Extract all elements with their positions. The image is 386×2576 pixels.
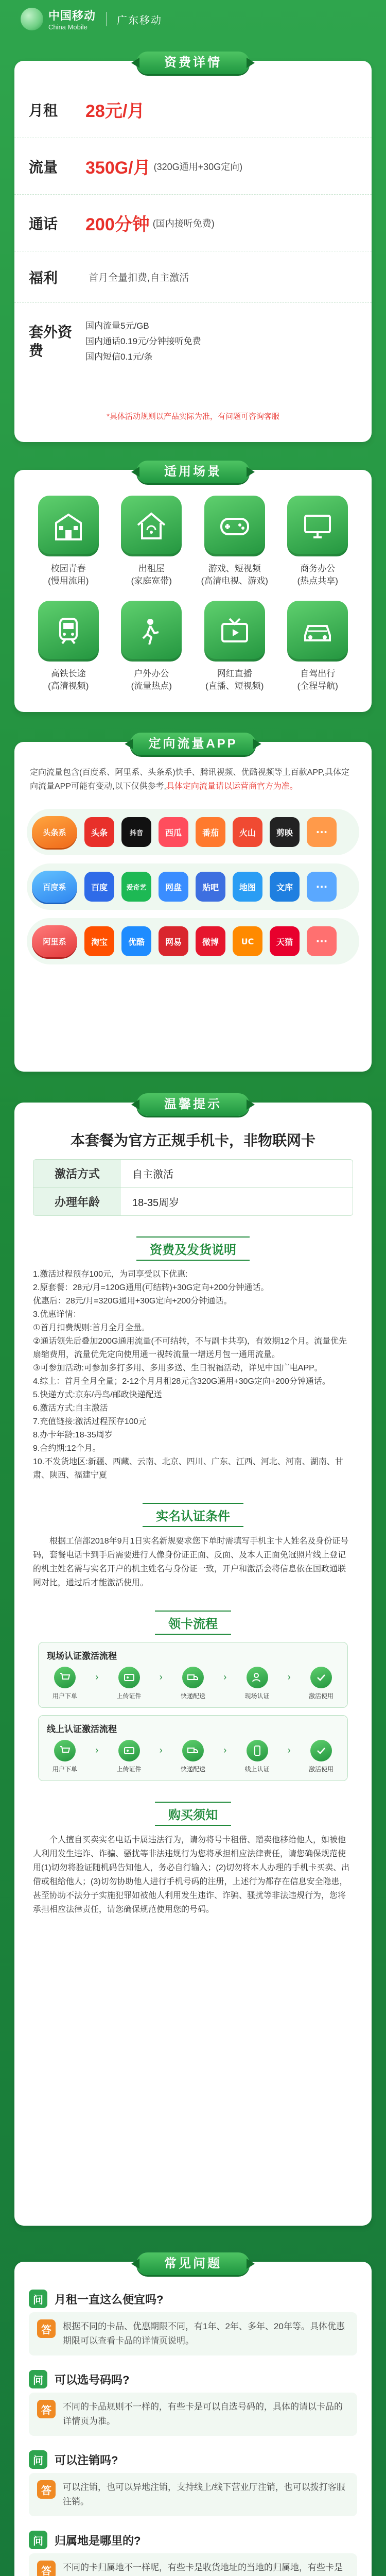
- faq-title: 常见问题: [136, 2252, 250, 2275]
- arrow-right-icon: ›: [223, 1672, 227, 1682]
- tieba-app-icon: 贴吧: [196, 872, 225, 902]
- tips-card: [14, 1097, 372, 2226]
- realname-text: 根据工信部2018年9月1日实名新规要求您下单时需填写手机主卡人姓名及身份证号码，套餐电话卡到手后需要进行人像身份证正面、反面、及本人正面免冠照片线上登记的机主姓名需与实名开户的机主姓名与身份证一致，开户和激活会将信息依在国政通联网对比，通过后才能激活使用。: [33, 1537, 349, 1587]
- truck-icon: [182, 1740, 204, 1761]
- flow-name: 线上认证激活流程: [47, 1724, 117, 1734]
- rules-section-head: [14, 1236, 372, 1261]
- map-app-icon: 地图: [233, 872, 262, 902]
- faq-answer: [29, 2473, 357, 2516]
- faq-list: [14, 2262, 372, 2576]
- extra-fee-line: 国内短信0.1元/条: [85, 352, 153, 362]
- flow-step: [47, 1667, 83, 1700]
- faq-item: [29, 2366, 357, 2436]
- rule-line: 2.原套餐：28元/月=120G通用(可结转)+30G定向+200分钟通话。: [33, 1283, 269, 1292]
- scenario-label: 游戏、短视频 (高清电视、游戏): [201, 564, 268, 586]
- info-value: 自主激活: [132, 1169, 173, 1180]
- package-row-value: 28元/月: [85, 101, 145, 121]
- app-row-toutiao: [27, 809, 359, 855]
- check-icon: [310, 1740, 332, 1761]
- question-text: 归属地是哪里的?: [55, 2534, 141, 2547]
- package-row-label: 套外资费: [29, 324, 73, 359]
- rule-line: 7.充值链接:激活过程预存100元: [33, 1417, 147, 1426]
- scenario-label: 商务办公 (热点共享): [297, 564, 338, 586]
- flow-step-label: 用户下单: [52, 1766, 77, 1773]
- info-value: 18-35周岁: [132, 1197, 180, 1209]
- flow-step-label: 线上认证: [244, 1766, 270, 1773]
- faq-question: [29, 2285, 357, 2312]
- info-row: [33, 1188, 353, 1215]
- rules-title: 资费及发货说明: [136, 1236, 250, 1261]
- scenario-item: [27, 496, 110, 587]
- question-text: 可以注销吗?: [55, 2453, 118, 2467]
- jianying-app-icon: 剪映: [270, 817, 300, 847]
- rule-line: ③可参加活动:可参加多打多用、多用多送、生日祝福活动，详见中国广电APP。: [33, 1364, 323, 1372]
- flow-box-onsite: [38, 1642, 348, 1708]
- faq-item: [29, 2527, 357, 2576]
- question-text: 月租一直这么便宜吗?: [55, 2293, 164, 2306]
- answer-badge-icon: 答: [37, 2319, 56, 2338]
- cart-icon: [54, 1667, 76, 1688]
- id-card-icon: [118, 1740, 140, 1761]
- package-row-label: 福利: [29, 269, 58, 286]
- rules-list: [33, 1268, 353, 1482]
- brand-logo: [21, 7, 365, 31]
- flow-step: [111, 1667, 147, 1700]
- package-row-label: 月租: [29, 102, 58, 118]
- scenario-item: [193, 496, 276, 587]
- notice-title: 购买须知: [155, 1802, 231, 1826]
- flow-title: 领卡流程: [155, 1611, 231, 1635]
- brand-name-en: China Mobile: [48, 23, 87, 31]
- iqiyi-app-icon: 爱奇艺: [121, 872, 151, 902]
- faq-answer: [29, 2312, 357, 2355]
- package-row-note: (320G通用+30G定向): [153, 161, 243, 172]
- flow-box-online: [38, 1715, 348, 1781]
- notice-section-head: [14, 1802, 372, 1826]
- info-key: 办理年龄: [33, 1188, 121, 1215]
- question-badge-icon: 问: [29, 2370, 47, 2388]
- apps-description-highlight: 具体定向流量请以运营商官方为准。: [166, 782, 298, 791]
- scenario-item: [27, 601, 110, 692]
- scenarios-title: 适用场景: [136, 461, 250, 483]
- person-icon: [121, 601, 182, 662]
- flow-name: 现场认证激活流程: [47, 1651, 117, 1661]
- info-row: [33, 1160, 353, 1188]
- realname-title: 实名认证条件: [143, 1503, 243, 1527]
- taobao-app-icon: 淘宝: [84, 926, 114, 956]
- package-row-note: (国内接听免费): [152, 218, 215, 229]
- flow-step-label: 激活使用: [308, 1692, 334, 1700]
- package-row-label: 流量: [29, 159, 58, 175]
- scenario-label: 自驾出行 (全程导航): [297, 669, 338, 691]
- package-footnote: *具体活动规则以产品实际为准，有问题可咨询客服: [107, 412, 279, 421]
- package-row-benefit: [14, 251, 372, 303]
- rule-line: 5.快递方式:京东/丹鸟/邮政快递配送: [33, 1391, 162, 1399]
- flow-step-label: 用户下单: [52, 1692, 77, 1700]
- scenario-label: 户外办公 (流量热点): [131, 669, 172, 691]
- scenario-label: 高铁长途 (高清视频): [48, 669, 89, 691]
- scenarios-grid: [14, 470, 372, 708]
- flow-step: [239, 1740, 275, 1773]
- rule-line: 优惠后：28元/月=320G通用+30G定向+200分钟通话。: [33, 1297, 232, 1306]
- scenarios-card: [14, 465, 372, 712]
- app-group-tag: 阿里系: [32, 925, 77, 957]
- toutiao-app-icon: 头条: [84, 817, 114, 847]
- more-apps-icon: ···: [307, 817, 337, 847]
- answer-text: 不同的卡品规则不一样的，有些卡是可以自选号码的，具体的请以卡品的详情页为准。: [63, 2402, 343, 2426]
- flow-step: [111, 1740, 147, 1773]
- flow-step-label: 上传证件: [116, 1692, 142, 1700]
- faq-question: [29, 2446, 357, 2473]
- package-row-value: 200分钟: [85, 215, 150, 234]
- extra-fee-list: [85, 318, 201, 365]
- answer-text: 可以注销，也可以异地注销，支持线上/线下营业厅注销，也可以拨打客服注销。: [63, 2482, 345, 2506]
- fanqie-app-icon: 番茄: [196, 817, 225, 847]
- flow-steps: [47, 1740, 339, 1773]
- package-row-data: [14, 138, 372, 195]
- extra-fee-line: 国内通话0.19元/分钟接听免费: [85, 336, 201, 346]
- answer-badge-icon: 答: [37, 2400, 56, 2418]
- flow-steps: [47, 1667, 339, 1700]
- package-details-card: [14, 56, 372, 442]
- faq-question: [29, 2527, 357, 2553]
- flow-step: [303, 1667, 339, 1700]
- huoshan-app-icon: 火山: [233, 817, 262, 847]
- house-icon: [121, 496, 182, 556]
- tips-title: 温馨提示: [136, 1093, 250, 1116]
- extra-fee-line: 国内流量5元/GB: [85, 321, 149, 331]
- info-key: 激活方式: [33, 1160, 121, 1187]
- notice-text: 个人擅自买卖实名电话卡属违法行为，请勿将号卡租借、赠卖他移给他人，如被他人利用发生违诈、诈骗、骚扰等非法违规行为您将承担相应法律责任，请您确保规范使用(1)切勿将验证随机码告知他人，务必自行输入；(2)切勿将本人办理的手机卡买卖、出借或租给他人；(3)切勿协助他人进行手机号码的注册，上述行为都存在信息安全隐患，甚至协助不法分子实施犯罪如被他人利用发生违诈、诈骗、骚扰等非法违规行为，您将承担相应法律责任，请您确保规范使用您的号码。: [33, 1836, 350, 1914]
- douyin-app-icon: 抖音: [121, 817, 151, 847]
- answer-badge-icon: 答: [37, 2480, 56, 2499]
- arrow-right-icon: ›: [287, 1745, 291, 1755]
- rule-line: 10.不发货地区:新疆、西藏、云南、北京、四川、广东、江西、河北、河南、湖南、甘肃、陕西、福建宁夏: [33, 1458, 343, 1480]
- rule-line: ②通话领先后叠加200G通用流量(不可结转，不与副卡共享)，有效期12个月。流量优先扇缩费用，流量优先定向使用通一视转流量一增送月包一通用流量。: [33, 1337, 347, 1359]
- flow-step: [175, 1740, 211, 1773]
- flow-step: [175, 1667, 211, 1700]
- question-text: 可以选号码吗?: [55, 2373, 130, 2386]
- package-row-value: 350G/月: [85, 158, 151, 178]
- phone-icon: [247, 1740, 268, 1761]
- question-badge-icon: 问: [29, 2450, 47, 2469]
- netdisk-app-icon: 网盘: [159, 872, 188, 902]
- app-row-alibaba: [27, 918, 359, 964]
- package-row-rent: [14, 81, 372, 138]
- flow-step-label: 激活使用: [308, 1766, 334, 1773]
- package-row-note: 首月全量扣费,自主激活: [89, 273, 189, 283]
- question-badge-icon: 问: [29, 2531, 47, 2549]
- arrow-right-icon: ›: [287, 1672, 291, 1682]
- scenario-label: 出租屋 (家庭宽带): [131, 564, 172, 586]
- rule-line: 4.综上：首月全月全量；2-12个月月租28元含320G通用+30G定向+200分钟通话。: [33, 1377, 330, 1386]
- header: [0, 0, 386, 57]
- scenario-item: [110, 601, 194, 692]
- arrow-right-icon: ›: [159, 1745, 163, 1755]
- flow-step: [239, 1667, 275, 1700]
- rule-line: ①首月扣费规则:首月全月全量。: [33, 1324, 150, 1332]
- apps-description-main: 定向流量包含(百度系、阿里系、头条系)快手、腾讯视频、优酷视频等上百款APP,具体定向流量APP可能有变动,以下仅供参考,: [30, 768, 350, 791]
- tv-icon: [204, 601, 265, 662]
- app-row-baidu: [27, 863, 359, 910]
- package-row-calls: [14, 195, 372, 251]
- xigua-app-icon: 西瓜: [159, 817, 188, 847]
- rule-line: 6.激活方式:自主激活: [33, 1404, 108, 1413]
- answer-badge-icon: 答: [37, 2561, 56, 2576]
- truck-icon: [182, 1667, 204, 1688]
- rule-line: 1.激活过程预存100元，为司享受以下优惠:: [33, 1270, 188, 1279]
- package-row-extra: [14, 303, 372, 380]
- app-group-tag: 头条系: [32, 816, 77, 848]
- uc-app-icon: UC: [233, 926, 262, 956]
- app-group-tag: 百度系: [32, 871, 77, 903]
- baidu-app-icon: 百度: [84, 872, 114, 902]
- apps-card: [14, 737, 372, 1072]
- package-details-title: 资费详情: [136, 52, 250, 74]
- faq-item: [29, 2446, 357, 2516]
- school-icon: [38, 496, 99, 556]
- arrow-right-icon: ›: [159, 1672, 163, 1682]
- rule-line: 8.办卡年龄:18-35周岁: [33, 1431, 113, 1439]
- scenario-item: [276, 601, 360, 692]
- scenario-item: [110, 496, 194, 587]
- flow-step-label: 上传证件: [116, 1766, 142, 1773]
- scenario-item: [276, 496, 360, 587]
- train-icon: [38, 601, 99, 662]
- apps-title: 定向流量APP: [130, 733, 256, 755]
- scenario-label: 网红直播 (直播、短视频): [205, 669, 264, 691]
- flow-step: [47, 1740, 83, 1773]
- cart-icon: [54, 1740, 76, 1761]
- faq-item: [29, 2285, 357, 2355]
- flow-step-label: 快递配送: [180, 1766, 205, 1773]
- brand-name-cn: 中国移动: [48, 9, 96, 22]
- faq-question: [29, 2366, 357, 2393]
- gamepad-icon: [204, 496, 265, 556]
- rule-line: 9.合约期:12个月。: [33, 1444, 101, 1453]
- more-apps-icon: ···: [307, 872, 337, 902]
- tmall-app-icon: 天猫: [270, 926, 300, 956]
- province-label: 广东移动: [117, 14, 163, 26]
- more-apps-icon: ···: [307, 926, 337, 956]
- scenario-label: 校园青春 (慢用流用): [48, 564, 89, 586]
- youku-app-icon: 优酷: [121, 926, 151, 956]
- package-row-label: 通话: [29, 215, 58, 232]
- flow-section-head: [14, 1611, 372, 1635]
- monitor-icon: [287, 496, 348, 556]
- id-card-icon: [118, 1667, 140, 1688]
- user-check-icon: [247, 1667, 268, 1688]
- faq-answer: [29, 2553, 357, 2576]
- netease-app-icon: 网易: [159, 926, 188, 956]
- china-mobile-logo-icon: [21, 8, 43, 30]
- brand-divider: [106, 12, 107, 26]
- check-icon: [310, 1667, 332, 1688]
- flow-step: [303, 1740, 339, 1773]
- arrow-right-icon: ›: [223, 1745, 227, 1755]
- wenku-app-icon: 文库: [270, 872, 300, 902]
- arrow-right-icon: ›: [95, 1745, 99, 1755]
- flow-step-label: 快递配送: [180, 1692, 205, 1700]
- question-badge-icon: 问: [29, 2290, 47, 2308]
- answer-text: 不同的卡归属地不一样呢，有些卡是收货地址的当地的归属地，有些卡是: [63, 2563, 343, 2572]
- scenario-item: [193, 601, 276, 692]
- faq-answer: [29, 2393, 357, 2436]
- faq-card: [14, 2257, 372, 2576]
- weibo-app-icon: 微博: [196, 926, 225, 956]
- car-icon: [287, 601, 348, 662]
- answer-text: 根据不同的卡品、优惠期限不同，有1年、2年、多年、20年等。具体优惠期限可以查看卡品的详情页说明。: [63, 2321, 345, 2346]
- arrow-right-icon: ›: [95, 1672, 99, 1682]
- realname-section-head: [14, 1503, 372, 1527]
- tips-headline: 本套餐为官方正规手机卡，非物联网卡: [70, 1132, 315, 1148]
- rule-line: 3.优惠详情：: [33, 1310, 81, 1319]
- flow-step-label: 现场认证: [244, 1692, 270, 1700]
- info-table: [33, 1159, 353, 1216]
